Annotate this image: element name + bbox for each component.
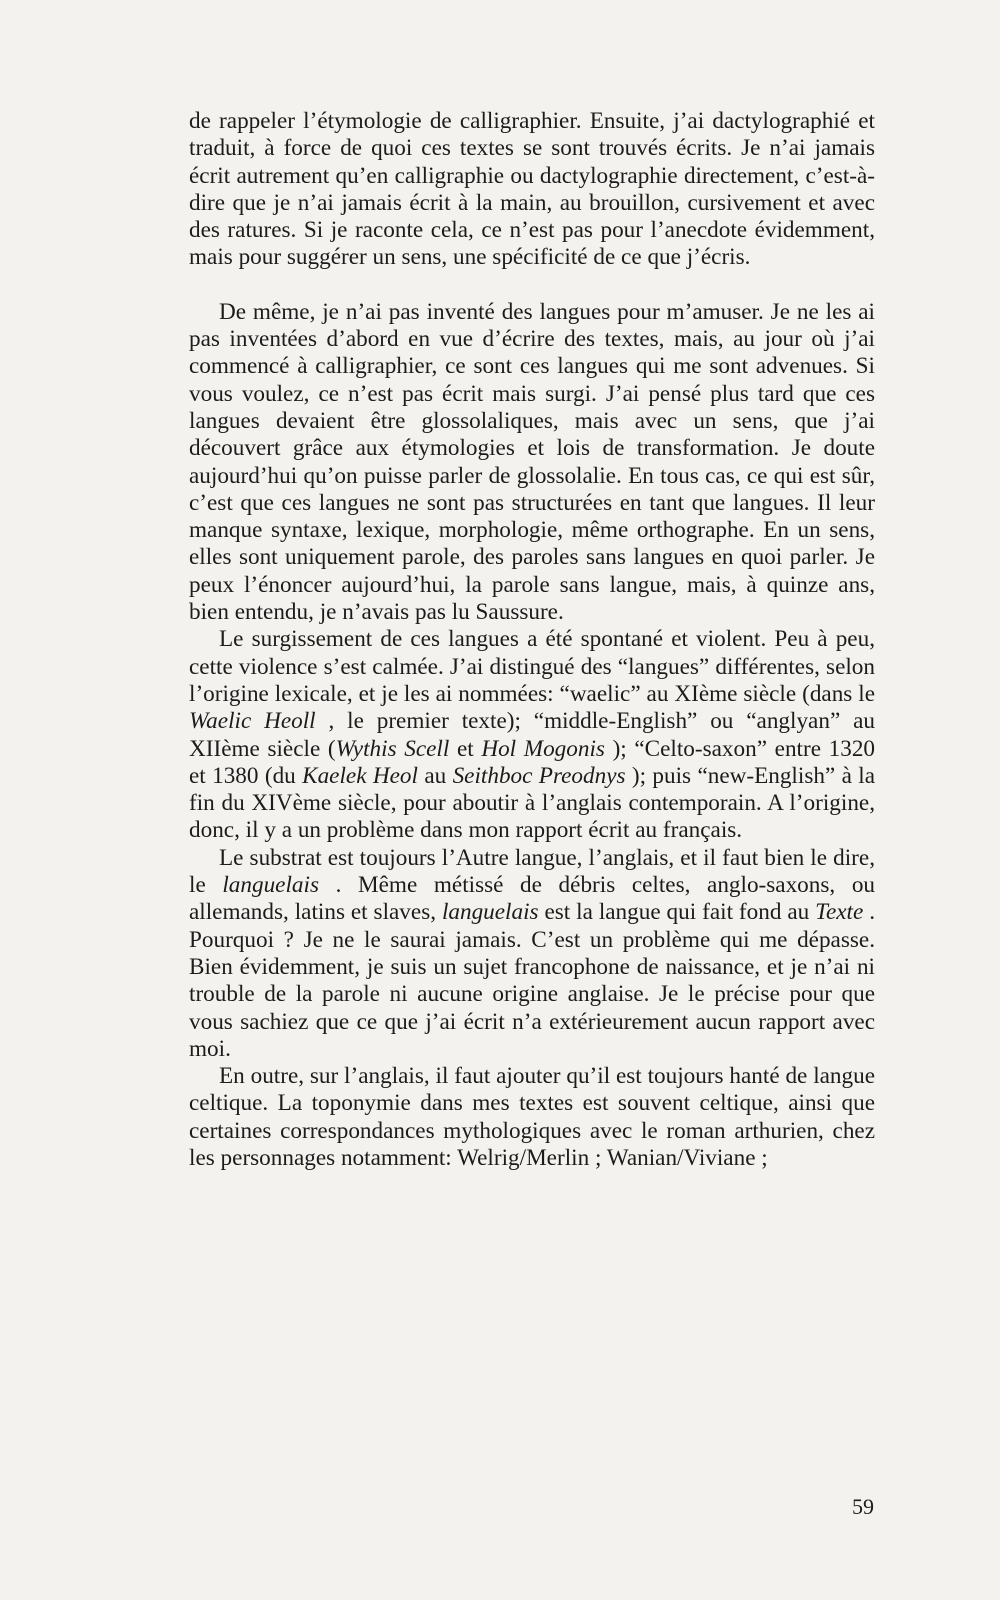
paragraph-4-text-c: est la langue qui fait fond au bbox=[538, 899, 816, 926]
title-wythis-scell: Wythis Scell bbox=[335, 735, 450, 762]
page-number: 59 bbox=[852, 1494, 874, 1519]
paragraph-3-text-a: Le surgissement de ces langues a été spontané et violent. Peu à peu, cette violence s’est calmée. J’ai distingué des “langues” différentes, selon l’origine lexicale, et je les ai nommées: “waelic” au XIème siècle (dans le bbox=[189, 626, 875, 707]
title-seithboc-preodnys: Seithboc Preodnys bbox=[452, 762, 626, 789]
paragraph-3-text-c: et bbox=[449, 735, 482, 762]
paragraph-3-text-e: au bbox=[417, 762, 453, 789]
paragraph-3-text-f: ); puis “new-English” à la fin du XIVème siècle, pour aboutir à l’anglais contemporain. A l’origine, donc, il y a un problème dans mon rapport écrit au français. bbox=[189, 762, 875, 844]
paragraph-3 bbox=[189, 626, 875, 844]
paragraph-5: En outre, sur l’anglais, il faut ajouter qu’il est toujours hanté de langue celtique. La toponymie dans mes textes est souvent celtique, ainsi que certaines correspondances mythologiques avec le roman arthurien, chez les personnages notamment: Welrig/Merlin ; Wanian/Viviane ; bbox=[189, 1063, 875, 1171]
paragraph-4-text-b: . Même métissé de débris celtes, anglo-saxons, ou allemands, latins et slaves, bbox=[189, 872, 876, 926]
paragraph-4-text-a: Le substrat est toujours l’Autre langue, l’anglais, et il faut bien le dire, le bbox=[189, 844, 875, 899]
paragraph-4 bbox=[189, 845, 875, 1063]
term-languelais-2: languelais bbox=[441, 899, 539, 926]
paragraph-4-text-d: . Pourquoi ? Je ne le saurai jamais. C’est un problème qui me dépasse. Bien évidemment, je suis un sujet francophone de naissance, et je n’ai ni trouble de la parole ni aucune origine anglaise. Je le précise pour que vous sachiez que ce que j’ai écrit n’a extérieurement aucun rapport avec moi. bbox=[189, 899, 875, 1062]
paragraph-2: De même, je n’ai pas inventé des langues pour m’amuser. Je ne les ai pas inventées d’abord en vue d’écrire des textes, mais, au jour où j’ai commencé à calligraphier, ce sont ces langues qui me sont advenues. Si vous voulez, ce n’est pas écrit mais surgi. J’ai pensé plus tard que ces langues devaient être glossolaliques, mais avec un sens, que j’ai découvert grâce aux étymologies et lois de transformation. Je doute aujourd’hui qu’on puisse parler de glossolalie. En tous cas, ce qui est sûr, c’est que ces langues ne sont pas structurées en tant que langues. Il leur manque syntaxe, lexique, morphologie, même orthographe. En un sens, elles sont uniquement parole, des paroles sans langues en quoi parler. Je peux l’énoncer aujourd’hui, la parole sans langue, mais, à quinze ans, bien entendu, je n’avais pas lu Saussure. bbox=[189, 298, 875, 626]
term-texte: Texte bbox=[815, 899, 864, 926]
title-waelic-heoll: Waelic Heoll bbox=[189, 708, 316, 735]
title-hol-mogonis: Hol Mogonis bbox=[481, 735, 605, 762]
title-kaelek-heol: Kaelek Heol bbox=[302, 762, 418, 789]
term-languelais: languelais bbox=[222, 872, 319, 899]
body-text bbox=[189, 108, 875, 1172]
paragraph-1: de rappeler l’étymologie de calligraphier. Ensuite, j’ai dactylographié et traduit, à force de quoi ces textes se sont trouvés écrits. Je n’ai jamais écrit autrement qu’en calligraphie ou dactylographie directement, c’est-à-dire que je n’ai jamais écrit à la main, au brouillon, cursivement et avec des ratures. Si je raconte cela, ce n’est pas pour l’anecdote évidemment, mais pour suggérer un sens, une spécificité de ce que j’écris. bbox=[189, 108, 875, 271]
paragraph-3-text-d: ); “Celto-saxon” entre 1320 et 1380 (du bbox=[189, 735, 876, 789]
paragraph-3-text-b: , le premier texte); “middle-English” ou “anglyan” au XIIème siècle ( bbox=[189, 708, 875, 762]
